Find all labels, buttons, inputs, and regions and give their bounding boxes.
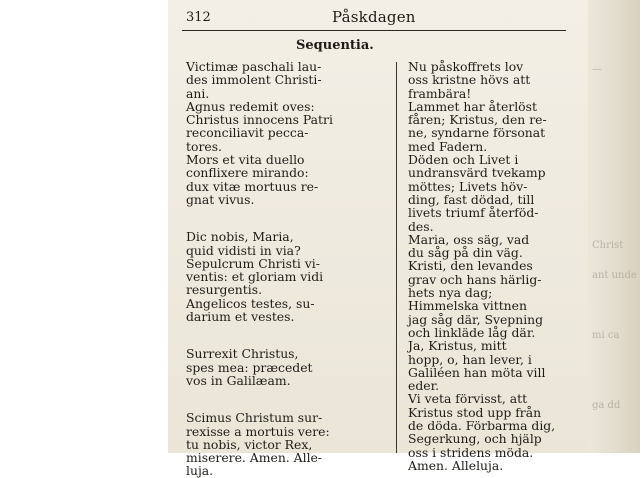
latin-stanza: Agnus redemit oves: Christus innocens Patri reconciliavit pecca- tores. — [186, 98, 333, 154]
running-head: Påskdagen — [332, 8, 416, 26]
latin-stanza: Angelicos testes, su- darium et vestes. — [186, 295, 315, 325]
latin-stanza: Dic nobis, Maria, quid vidisti in via? — [186, 229, 301, 258]
swedish-column — [408, 60, 584, 472]
adjacent-page-edge: — Christ ant unde mi ca ga dd — [588, 0, 640, 453]
swedish-stanza: Döden och Livet i undransvärd tvekamp möttes; Livets höv- ding, fast dödad, till livets triumf återföd- des. — [408, 152, 546, 234]
swedish-stanza: Lammet har återlöst fåren; Kristus, den re- ne, syndarne försonat med Fadern. — [408, 98, 547, 154]
swedish-stanza: Maria, oss säg, vad du såg på din väg. — [408, 231, 530, 261]
left-margin — [0, 0, 168, 453]
section-title: Sequentia. — [296, 38, 374, 53]
swedish-stanza: Himmelska vittnen jag såg där, Svepning och linkläde låg där. — [408, 298, 544, 340]
swedish-stanza: Vi veta förvisst, att Kristus stod upp från de döda. Förbarma dig, Segerkung, och hjälp oss i stridens möda. Amen. Alleluja. — [408, 391, 556, 473]
latin-column — [186, 60, 386, 478]
latin-stanza: Surrexit Christus, spes mea: præcedet vos in Galilæam. — [186, 346, 313, 388]
header-rule — [182, 30, 566, 31]
page-number: 312 — [186, 10, 211, 25]
swedish-stanza: Kristi, den levandes grav och hans härlig- hets nya dag; — [408, 258, 542, 301]
latin-stanza: Scimus Christum sur- rexisse a mortuis vere: tu nobis, victor Rex, miserere. Amen. Alle- luja. — [186, 410, 330, 478]
swedish-stanza: Ja, Kristus, mitt hopp, o, han lever, i Galiléen han möta vill eder. — [408, 338, 546, 394]
latin-stanza: Sepulcrum Christi vi- ventis: et gloriam vidi resurgentis. — [186, 255, 324, 298]
latin-stanza: Mors et vita duello conflixere mirando: dux vitæ mortuus re- gnat vivus. — [186, 152, 319, 207]
book-page — [168, 0, 588, 478]
column-divider — [396, 62, 397, 453]
swedish-stanza: Nu påskoffrets lov oss kristne hövs att frambära! — [408, 59, 531, 101]
latin-stanza: Victimæ paschali lau- des immolent Christi- ani. — [186, 59, 322, 101]
